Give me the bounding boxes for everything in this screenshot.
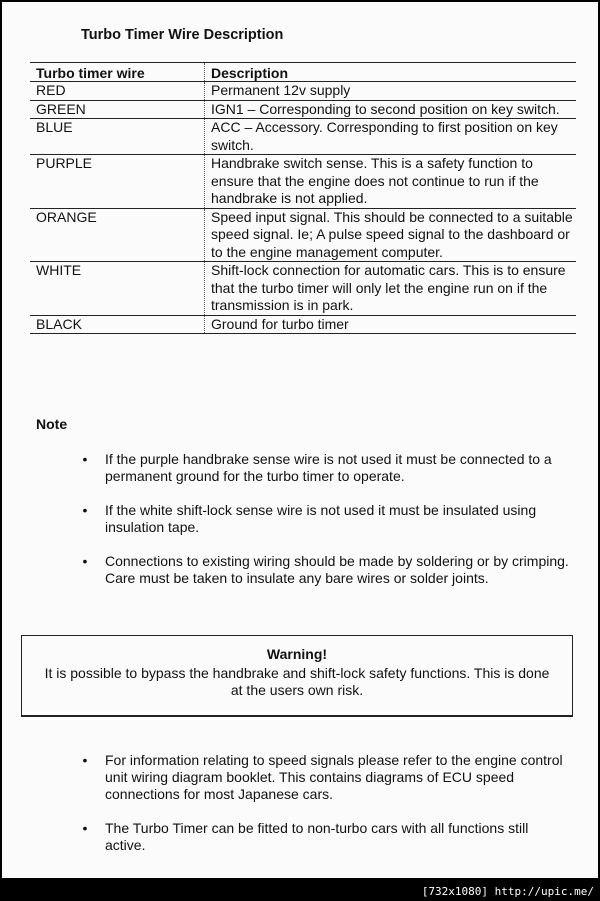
wire-description: IGN1 – Corresponding to second position on key switch.: [211, 100, 560, 117]
table-row: [30, 155, 576, 209]
wire-color: BLACK: [30, 316, 205, 334]
wire-description: Ground for turbo timer: [211, 315, 349, 332]
wire-color: RED: [30, 82, 205, 100]
table-row: [30, 119, 576, 155]
list-item-text: The Turbo Timer can be fitted to non-turbo cars with all functions still active.: [105, 820, 529, 853]
wire-description: Shift-lock connection for automatic cars. This is to ensure that the turbo timer will only let the engine run on if the transmission is in park.: [211, 262, 566, 313]
bullet-icon: •: [82, 451, 88, 467]
wire-description: Handbrake switch sense. This is a safety function to ensure that the engine does not continue to run if the handbrake is not applied.: [211, 155, 539, 206]
table-row: [30, 209, 576, 263]
warning-box: [21, 635, 573, 717]
list-item: [80, 553, 570, 587]
list-item-text: If the purple handbrake sense wire is not used it must be connected to a permanent ground for the turbo timer to operate.: [105, 451, 552, 484]
wire-color: GREEN: [30, 101, 205, 119]
list-item-text: If the white shift-lock sense wire is not used it must be insulated using insulation tape.: [105, 502, 537, 535]
wire-description: Permanent 12v supply: [211, 82, 351, 98]
note-list: [80, 451, 570, 604]
list-item-text: Connections to existing wiring should be made by soldering or by crimping. Care must be taken to insulate any bare wires or solder joints.: [105, 553, 569, 586]
warning-title: Warning!: [266, 646, 328, 662]
wire-description: Speed input signal. This should be connected to a suitable speed signal. Ie; A pulse speed signal to the dashboard or to the engine management computer.: [211, 208, 573, 260]
wire-color: PURPLE: [30, 155, 205, 208]
document-page: [2, 2, 598, 878]
note-heading: Note: [36, 416, 68, 432]
table-row: [30, 82, 576, 101]
table-row: [30, 316, 576, 335]
image-host-stamp: [732x1080] http://upic.me/: [421, 885, 594, 898]
table-row: [30, 262, 576, 316]
table-row: [30, 101, 576, 120]
wire-table-header: [30, 62, 576, 82]
wire-color: ORANGE: [30, 209, 205, 262]
bullet-icon: •: [82, 752, 88, 768]
bullet-icon: •: [82, 553, 88, 569]
wire-description: ACC – Accessory. Corresponding to first position on key switch.: [211, 119, 558, 153]
bullet-icon: •: [82, 820, 88, 836]
list-item-text: For information relating to speed signals please refer to the engine control unit wiring diagram booklet. This contains diagrams of ECU speed connections for most Japanese cars.: [105, 752, 563, 802]
list-item: [80, 820, 570, 854]
list-item: [80, 502, 570, 536]
additional-notes-list: [80, 752, 570, 871]
wire-color: WHITE: [30, 262, 205, 315]
warning-text: It is possible to bypass the handbrake and shift-lock safety functions. This is done at the users own risk.: [44, 665, 550, 698]
bullet-icon: •: [82, 502, 88, 518]
header-wire: Turbo timer wire: [30, 63, 205, 81]
header-description: Description: [211, 65, 289, 81]
document-title: Turbo Timer Wire Description: [81, 27, 284, 43]
wire-color: BLUE: [30, 119, 205, 154]
list-item: [80, 451, 570, 485]
list-item: [80, 752, 570, 803]
wire-table: [30, 62, 576, 334]
